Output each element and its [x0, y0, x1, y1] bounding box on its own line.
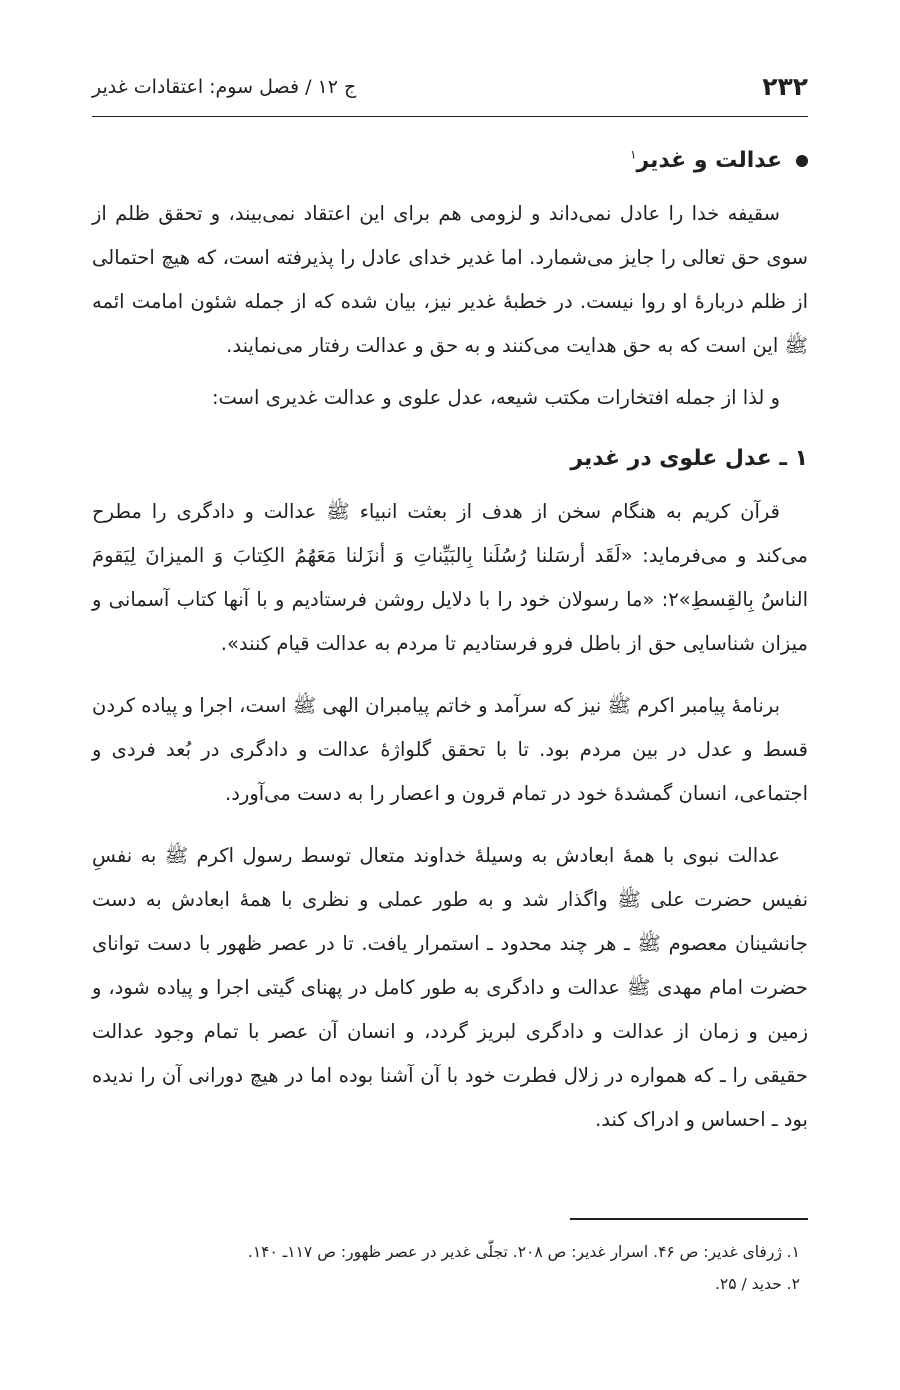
- bullet-icon: [796, 155, 808, 167]
- paragraph-intro-1: سقیفه خدا را عادل نمی‌داند و لزومی هم برای این اعتقاد نمی‌بیند، و تحقق ظلم از سوی حق تعالی را جایز می‌شمارد. اما غدیر خدای عادل را پذیرفته است، که هیچ احتمالی از ظلم دربارۀ او روا نیست. در خطبۀ غدیر نیز، بیان شده که از جمله شئون امامت ائمه ﷺ این است که به حق هدایت می‌کنند و به حق و عدالت رفتار می‌نمایند.: [92, 202, 808, 357]
- footnote-2: ۲. حدید / ۲۵.: [714, 1275, 800, 1293]
- section-heading-text: عدالت و غدیر: [636, 148, 782, 173]
- section-heading: [92, 140, 808, 182]
- running-title: ج ۱۲ / فصل سوم: اعتقادات غدیر: [92, 76, 357, 98]
- subsection-heading: ۱ ـ عدل علوی در غدیر: [570, 446, 808, 471]
- paragraph-intro-2: و لذا از جمله افتخارات مکتب شیعه، عدل علوی و عدالت غدیری است:: [211, 386, 780, 409]
- paragraph-body-1: قرآن کریم به هنگام سخن از هدف از بعثت انبیاء ﷺ عدالت و دادگری را مطرح می‌کند و می‌فرماید: «لَقَد أرسَلنا رُسُلَنا بِالبَیِّناتِ وَ أنزَلنا مَعَهُمُ الکِتابَ وَ المیزانَ لِیَقومَ الناسُ بِالقِسطِ»۲: «ما رسولان خود را با دلایل روشن فرستادیم و با آنها کتاب آسمانی و میزان شناسایی حق از باطل فرو فرستادیم تا مردم به عدالت قیام کنند».: [92, 500, 808, 655]
- footnotes: [92, 1236, 800, 1300]
- page-content: [92, 140, 808, 1142]
- paragraph-body-3: عدالت نبوی با همۀ ابعادش به وسیلۀ خداوند متعال توسط رسول اکرم ﷺ به نفسِ نفیس حضرت علی ﷺ واگذار شد و به طور عملی و نظری با همۀ ابعادش به دست جانشینان معصوم ﷺ ـ هر چند محدود ـ استمرار یافت. تا در عصر ظهور با دست توانای حضرت امام مهدی ﷺ عدالت و دادگری به طور کامل در پهنای گیتی اجرا و پیاده شود، و زمین و زمان از عدالت و دادگری لبریز گردد، و انسان آن عصر با تمام وجود عدالت حقیقی را ـ که همواره در زلال فطرت خود با آن آشنا بوده اما در هیچ دورانی آن را ندیده بود ـ احساس و ادراک کند.: [92, 844, 808, 1131]
- page-number: ۲۳۲: [762, 72, 808, 101]
- page-header: [92, 68, 808, 117]
- footnote-1: ۱. ژرفای غدیر: ص ۴۶. اسرار غدیر: ص ۲۰۸. تجلّی غدیر در عصر ظهور: ص ۱۱۷ـ ۱۴۰.: [247, 1243, 800, 1261]
- footnote-separator: [570, 1218, 808, 1220]
- footnote-ref-1: ۱: [630, 147, 637, 162]
- paragraph-body-2: برنامۀ پیامبر اکرم ﷺ نیز که سرآمد و خاتم پیامبران الهی ﷺ است، اجرا و پیاده کردن قسط و عدل در بین مردم بود. تا با تحقق گلواژۀ عدالت و دادگری در بُعد فردی و اجتماعی، انسان گمشدۀ خود در تمام قرون و اعصار را به دست می‌آورد.: [92, 694, 808, 805]
